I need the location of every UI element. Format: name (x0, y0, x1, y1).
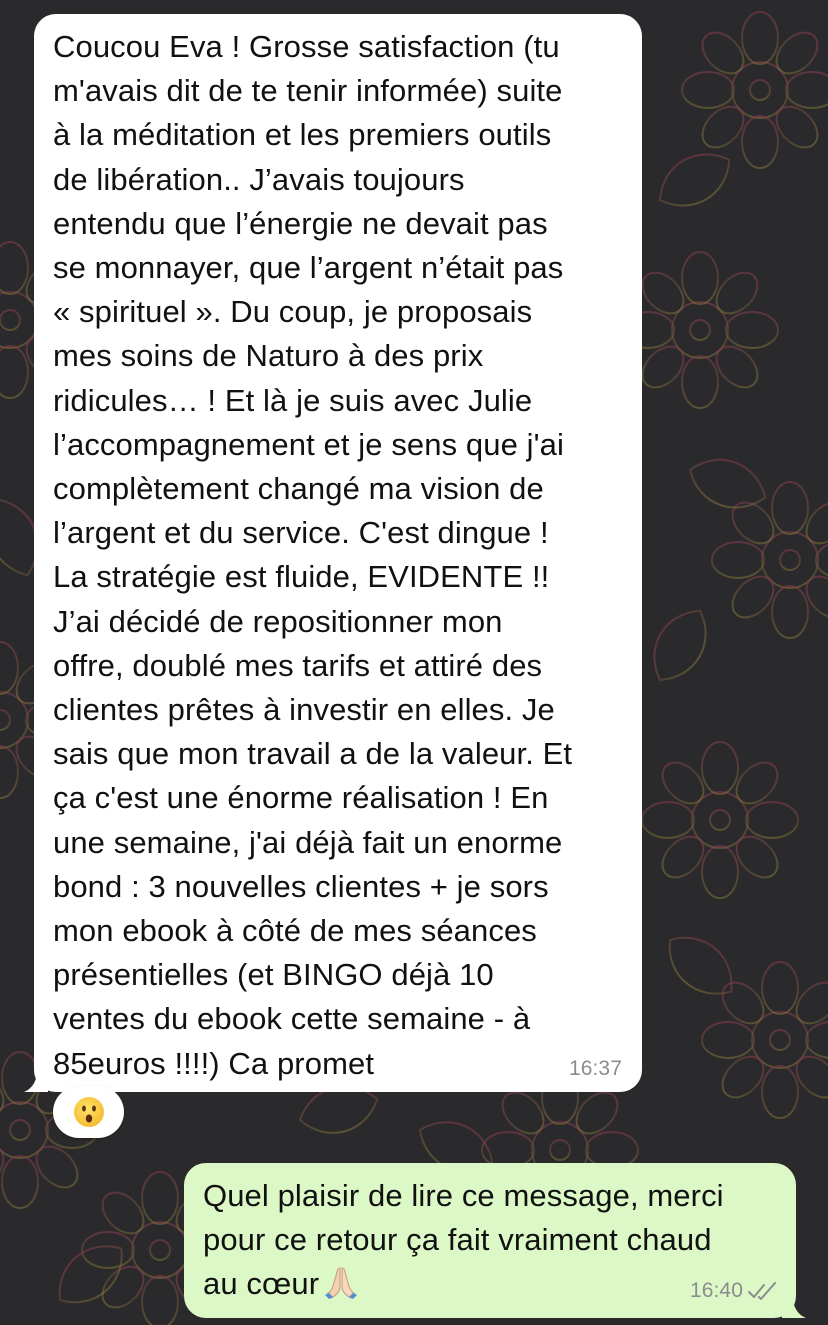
message-line: 85euros !!!!) Ca promet (53, 1045, 375, 1081)
incoming-message-time: 16:37 (568, 1057, 622, 1080)
message-line: ridicules… ! Et là je suis avec Julie (53, 382, 533, 418)
message-line: mon ebook à côté de mes séances (53, 913, 537, 949)
read-double-check-icon (748, 1280, 778, 1302)
message-line: Coucou Eva ! Grosse satisfaction (tu (53, 29, 560, 64)
message-line: de libération.. J’avais toujours (53, 161, 465, 197)
message-line: présentielles (et BINGO déjà 10 (53, 957, 494, 993)
surprised-face-icon (73, 1096, 105, 1128)
message-line: offre, doublé mes tarifs et attiré des (53, 647, 543, 683)
message-line: une semaine, j'ai déjà fait un enorme (53, 824, 563, 860)
message-line: complètement changé ma vision de (53, 471, 544, 507)
message-line: La stratégie est fluide, EVIDENTE !! (53, 559, 550, 595)
message-line: pour ce retour ça fait vraiment chaud (203, 1222, 712, 1258)
outgoing-message-time: 16:40 (689, 1279, 743, 1302)
message-reaction[interactable] (53, 1086, 124, 1138)
message-line: à la méditation et les premiers outils (53, 117, 552, 153)
message-line: « spirituel ». Du coup, je proposais (53, 294, 533, 330)
message-line: ventes du ebook cette semaine - à (53, 1001, 531, 1037)
message-line: Quel plaisir de lire ce message, merci (203, 1178, 724, 1213)
message-line: clientes prêtes à investir en elles. Je (53, 692, 555, 728)
message-line: se monnayer, que l’argent n’était pas (53, 250, 564, 286)
message-line: l’accompagnement et je sens que j'ai (53, 426, 564, 462)
message-line: sais que mon travail a de la valeur. Et (53, 736, 573, 772)
message-line: l’argent et du service. C'est dingue ! (53, 515, 549, 551)
folded-hands-icon (323, 1266, 359, 1300)
message-line: m'avais dit de te tenir informée) suite (53, 73, 563, 109)
message-line: mes soins de Naturo à des prix (53, 338, 484, 374)
message-line: J’ai décidé de repositionner mon (53, 603, 503, 639)
message-line: entendu que l’énergie ne devait pas (53, 205, 548, 241)
message-line-text: au cœur (203, 1266, 320, 1302)
incoming-message-bubble[interactable] (34, 14, 642, 1092)
incoming-message-text (53, 25, 632, 1086)
message-line: ça c'est une énorme réalisation ! En (53, 780, 549, 816)
message-line: bond : 3 nouvelles clientes + je sors (53, 868, 549, 904)
outgoing-message-bubble[interactable] (184, 1163, 796, 1318)
